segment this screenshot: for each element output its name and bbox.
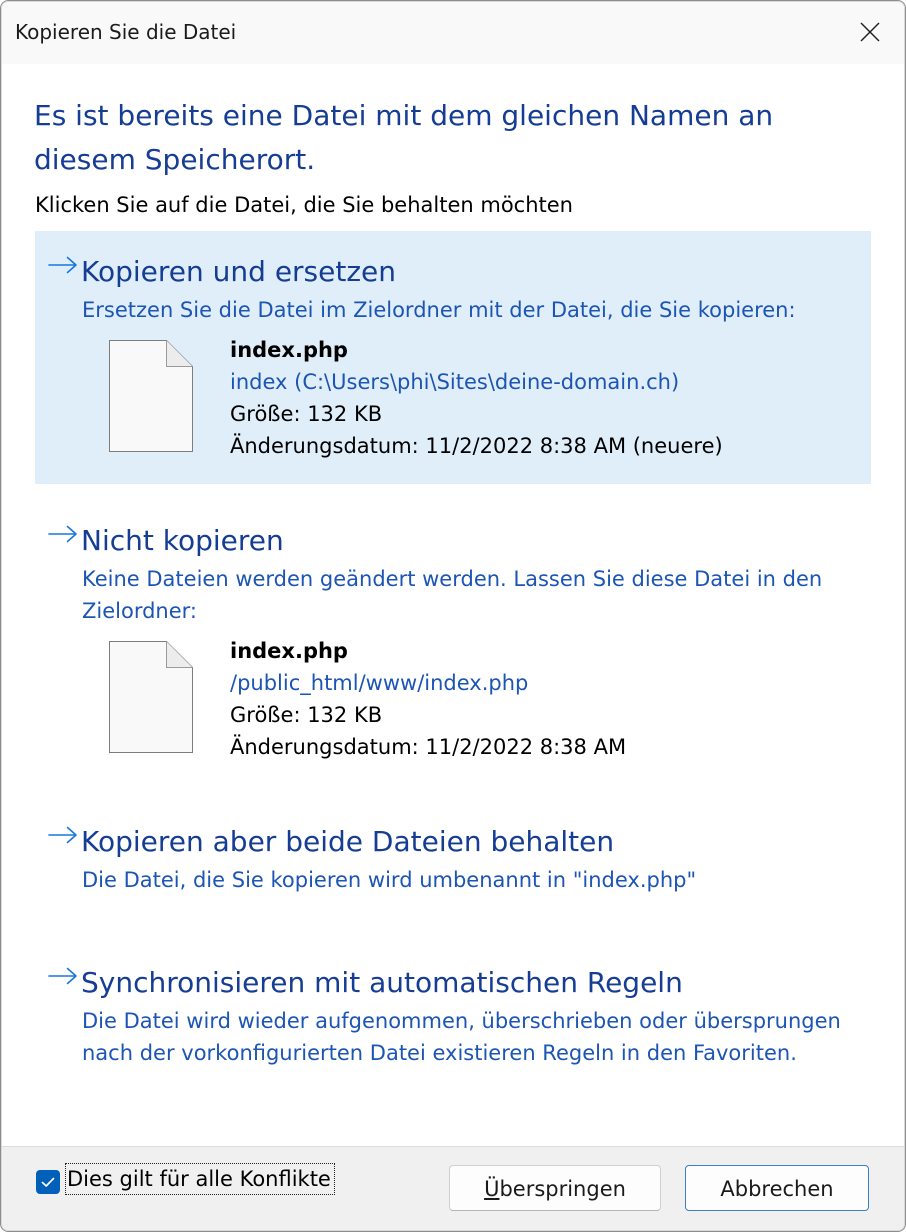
option-description <box>82 864 696 896</box>
main-instruction-line: Es ist bereits eine Datei mit dem gleichen Namen an <box>34 99 774 132</box>
file-modified-date: Änderungsdatum: 11/2/2022 8:38 AM (neuere) <box>230 434 723 458</box>
cancel-button[interactable] <box>685 1165 869 1211</box>
file-size: Größe: 132 KB <box>230 703 383 727</box>
option-description-line: Zielordner: <box>82 599 197 623</box>
option-description <box>82 563 822 627</box>
option-keep-both[interactable] <box>35 801 871 919</box>
instruction-text: Klicken Sie auf die Datei, die Sie behalten möchten <box>35 193 573 217</box>
file-icon <box>108 640 194 754</box>
option-description-line: Die Datei wird wieder aufgenommen, überschrieben oder übersprungen <box>82 1009 841 1033</box>
option-description-line: Keine Dateien werden geändert werden. Lassen Sie diese Datei in den <box>82 567 823 591</box>
file-modified-date: Änderungsdatum: 11/2/2022 8:38 AM <box>230 735 627 759</box>
close-button[interactable] <box>846 8 894 56</box>
option-title: Synchronisieren mit automatischen Regeln <box>81 966 683 999</box>
apply-to-all-label[interactable]: Dies gilt für alle Konflikte <box>65 1163 335 1195</box>
file-size: Größe: 132 KB <box>230 402 383 426</box>
file-details <box>230 635 626 763</box>
dialog-footer <box>0 1146 906 1232</box>
option-description-line: nach der vorkonfigurierten Datei existieren Regeln in den Favoriten. <box>82 1041 797 1065</box>
file-location: /public_html/www/index.php <box>230 671 529 695</box>
file-location: index (C:\Users\phi\Sites\deine-domain.ch) <box>230 370 680 394</box>
arrow-right-icon <box>47 825 78 845</box>
skip-button-label: Überspringen <box>484 1177 626 1201</box>
option-sync-with-rules[interactable] <box>35 942 871 1082</box>
window-title: Kopieren Sie die Datei <box>15 20 237 44</box>
option-title: Nicht kopieren <box>81 524 284 557</box>
option-do-not-copy[interactable] <box>35 500 871 775</box>
close-icon <box>860 22 880 42</box>
option-title: Kopieren aber beide Dateien behalten <box>81 825 615 858</box>
skip-button[interactable] <box>449 1165 661 1211</box>
apply-to-all-checkbox[interactable] <box>36 1170 60 1194</box>
option-description-line: Die Datei, die Sie kopieren wird umbenannt in "index.php" <box>82 868 697 892</box>
cancel-button-label: Abbrechen <box>720 1177 834 1201</box>
option-description <box>82 294 796 326</box>
file-name: index.php <box>230 639 348 663</box>
file-name: index.php <box>230 338 348 362</box>
option-copy-and-replace[interactable] <box>35 231 871 484</box>
option-title: Kopieren und ersetzen <box>81 255 397 288</box>
option-description <box>82 1005 841 1069</box>
file-details <box>230 334 723 462</box>
arrow-right-icon <box>47 255 78 275</box>
main-instruction <box>34 94 773 182</box>
file-icon <box>108 339 194 453</box>
arrow-right-icon <box>47 524 78 544</box>
main-instruction-line: diesem Speicherort. <box>34 143 316 176</box>
option-description-line: Ersetzen Sie die Datei im Zielordner mit der Datei, die Sie kopieren: <box>82 298 796 322</box>
title-bar <box>0 0 906 64</box>
checkmark-icon <box>37 1171 59 1193</box>
arrow-right-icon <box>47 966 78 986</box>
